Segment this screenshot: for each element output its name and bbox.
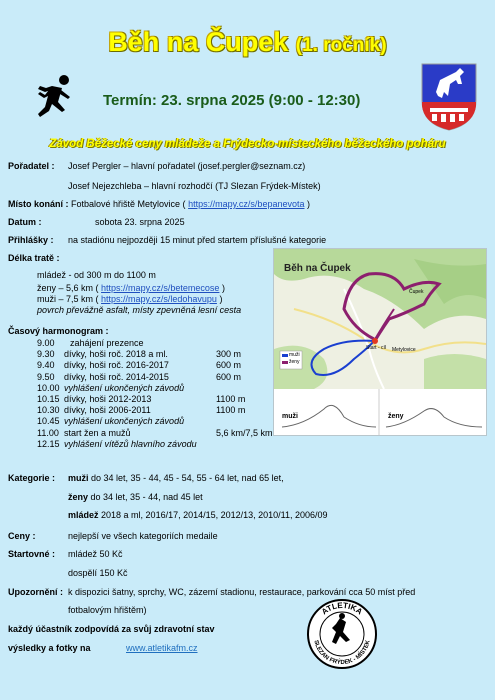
map-legend-men: muži (289, 352, 300, 358)
track-women-link[interactable]: https://mapy.cz/s/betemecose (101, 283, 220, 293)
track-youth: mládež - od 300 m do 1100 m (37, 270, 156, 280)
track-men-link[interactable]: https://mapy.cz/s/ledohavupu (101, 294, 217, 304)
schedule-item: vyhlášení vítězů hlavního závodu (64, 439, 197, 449)
surface-note: povrch převážně asfalt, místy zpevněná lesní cesta (37, 305, 242, 315)
schedule-time: 11.00 (37, 428, 59, 438)
registration-text: na stadiónu nejpozději 15 minut před startem příslušné kategorie (68, 235, 327, 245)
club-logo (306, 598, 378, 670)
registration-label: Přihlášky : (8, 235, 54, 245)
schedule-distance: 600 m (216, 360, 242, 370)
organizer-label: Pořadatel : (8, 161, 55, 171)
venue-text: Fotbalové hřiště Metylovice ( (71, 199, 186, 209)
track-length-label: Délka tratě : (8, 253, 60, 263)
prizes-label: Ceny : (8, 531, 36, 541)
title-main: Běh na Čupek (108, 27, 289, 57)
schedule-distance: 1100 m (216, 394, 246, 404)
results-link[interactable]: www.atletikafm.cz (126, 643, 198, 653)
schedule-distance: 1100 m (216, 405, 246, 415)
map-title: Běh na Čupek (284, 263, 351, 274)
schedule-item: vyhlášení ukončených závodů (64, 416, 185, 426)
track-men: muži – 7,5 km ( https://mapy.cz/s/ledohavupu ) (37, 294, 223, 304)
schedule-item: dívky, hoši 2012-2013 (64, 394, 152, 404)
logo-top-text: ATLETIKA (319, 600, 365, 617)
fee-youth: mládež 50 Kč (68, 549, 123, 559)
schedule-item: start žen a mužů (64, 428, 131, 438)
venue-row: Místo konání : Fotbalové hřiště Metylovice ( https://mapy.cz/s/bepanevota ) (8, 199, 310, 209)
categories-label: Kategorie : (8, 473, 56, 483)
map-place-cupek: Čupek (409, 289, 424, 295)
prizes-text: nejlepší ve všech kategoriích medaile (68, 531, 218, 541)
page-title (0, 27, 495, 58)
schedule-time: 10.30 (37, 405, 60, 415)
schedule-distance: 600 m (216, 372, 242, 382)
date-text: sobota 23. srpna 2025 (95, 217, 185, 227)
map-place-metylovice: Metylovice (392, 347, 416, 353)
schedule-item: vyhlášení ukončených závodů (64, 383, 185, 393)
schedule-item: dívky, hoši roč. 2018 a ml. (64, 349, 168, 359)
runner-icon (32, 74, 76, 120)
title-sub: (1. ročník) (295, 35, 387, 56)
categories-men: muži do 34 let, 35 - 44, 45 - 54, 55 - 64 let, nad 65 let, (68, 473, 284, 483)
profile-men-label: muži (282, 413, 298, 420)
schedule-item: zahájení prezence (70, 338, 144, 348)
schedule-item: dívky, hoši roč. 2016-2017 (64, 360, 169, 370)
venue-label: Místo konání : (8, 199, 69, 209)
schedule-time: 10.15 (37, 394, 60, 404)
date-label: Datum : (8, 217, 42, 227)
schedule-distance: 5,6 km/7,5 km (216, 428, 273, 438)
route-map (273, 248, 487, 436)
fee-label: Startovné : (8, 549, 56, 559)
route-map-drawing (274, 249, 486, 435)
schedule-distance: 300 m (216, 349, 242, 359)
notice-line1: k dispozici šatny, sprchy, WC, zázemí stadionu, restaurace, parkování cca 50 míst před (68, 587, 416, 597)
map-legend-women: ženy (289, 359, 300, 365)
logo-bottom-text: SLEZAN FRÝDEK - MÍSTEK (312, 639, 372, 667)
venue-link[interactable]: https://mapy.cz/s/bepanevota (188, 199, 305, 209)
event-date: Termín: 23. srpna 2025 (9:00 - 12:30) (103, 92, 361, 109)
schedule-time: 12.15 (37, 439, 60, 449)
profile-women-label: ženy (388, 413, 404, 420)
schedule-time: 10.00 (37, 383, 60, 393)
categories-youth: mládež 2018 a ml, 2016/17, 2014/15, 2012/13, 2010/11, 2006/09 (68, 510, 328, 520)
schedule-item: dívky, hoši 2006-2011 (64, 405, 151, 415)
health-note: každý účastník zodpovídá za svůj zdravotní stav (8, 624, 215, 634)
categories-women: ženy do 34 let, 35 - 44, nad 45 let (68, 492, 203, 502)
schedule-item: dívky, hoši roč. 2014-2015 (64, 372, 169, 382)
notice-line2: fotbalovým hřištěm) (68, 605, 147, 615)
notice-label: Upozornění : (8, 587, 63, 597)
schedule-time: 9.50 (37, 372, 55, 382)
schedule-time: 9.40 (37, 360, 55, 370)
schedule-time: 9.00 (37, 338, 55, 348)
schedule-label: Časový harmonogram : (8, 326, 109, 336)
schedule-time: 9.30 (37, 349, 55, 359)
cup-series-banner: Závod Běžecké ceny mládeže a Frýdecko-místeckého běžeckého poháru (49, 138, 446, 150)
organizer-main: Josef Pergler – hlavní pořadatel (josef.pergler@seznam.cz) (68, 161, 306, 171)
coat-of-arms-icon (420, 62, 478, 132)
fee-adults: dospělí 150 Kč (68, 568, 128, 578)
schedule-time: 10.45 (37, 416, 60, 426)
track-women: ženy – 5,6 km ( https://mapy.cz/s/betemecose ) (37, 283, 225, 293)
organizer-referee: Josef Nejezchleba – hlavní rozhodčí (TJ Slezan Frýdek-Místek) (68, 181, 321, 191)
map-place-start: Start - cíl (366, 345, 387, 351)
results-label: výsledky a fotky na (8, 643, 91, 653)
